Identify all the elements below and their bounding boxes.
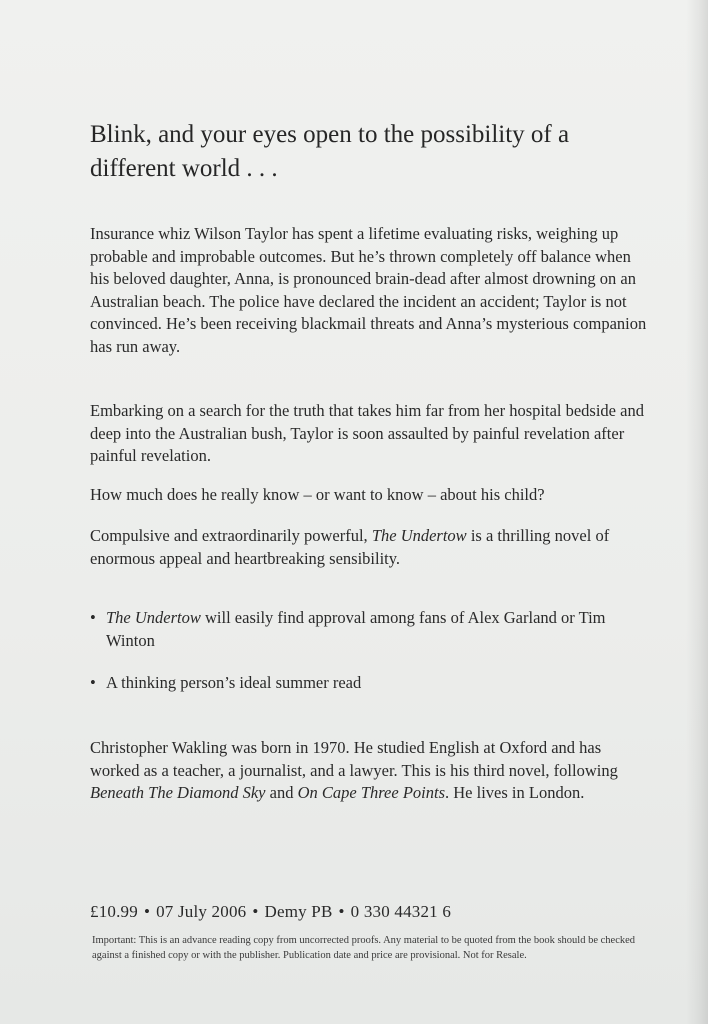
price: £10.99 <box>90 902 138 921</box>
publication-details <box>90 900 650 924</box>
isbn: 0 330 44321 6 <box>350 902 452 921</box>
bio-book-2: On Cape Three Points <box>297 783 445 802</box>
bullet-icon: • <box>90 673 96 692</box>
author-bio <box>90 737 650 805</box>
selling-point-text: A thinking person’s ideal summer read <box>106 673 362 692</box>
publication-date: 07 July 2006 <box>156 902 247 921</box>
praise-book-title: The Undertow <box>371 526 467 545</box>
bio-text: Christopher Wakling was born in 1970. He studied English at Oxford and has worked as a teacher, a journalist, and a lawyer. This is his third novel, following <box>90 738 618 780</box>
synopsis-paragraph-2: Embarking on a search for the truth that takes him far from her hospital bedside and deep into the Australian bush, Taylor is soon assaulted by painful revelation after painful revelation. <box>90 401 644 465</box>
praise-prefix: Compulsive and extraordinarily powerful, <box>90 526 372 545</box>
separator: • <box>338 902 345 921</box>
separator: • <box>143 902 151 921</box>
synopsis-praise <box>90 525 650 570</box>
separator: • <box>252 902 259 921</box>
synopsis-paragraph-1: Insurance whiz Wilson Taylor has spent a lifetime evaluating risks, weighing up probable and improbable outcomes. But he’s thrown completely off balance when his beloved daughter, Anna, is pronounced brain-dead after almost drowning on an Australian beach. The police have declared the incident an accident; Taylor is not convinced. He’s been receiving blackmail threats and Anna’s mysterious companion has run away. <box>90 224 647 356</box>
page-edge-shadow <box>686 0 708 1024</box>
bio-text-end: . He lives in London. <box>445 783 585 802</box>
praise-suffix: is a thrilling novel of enormous appeal and heartbreaking sensibility. <box>90 526 610 568</box>
proof-disclaimer: Important: This is an advance reading copy from uncorrected proofs. Any material to be quoted from the book should be checked against a finished copy or with the publisher. Publication date and price are provisional. Not for Resale. <box>92 935 636 961</box>
selling-point-text: will easily find approval among fans of Alex Garland or Tim Winton <box>106 608 606 650</box>
selling-points-list <box>90 607 650 695</box>
selling-point-1 <box>90 607 650 652</box>
book-format: Demy PB <box>264 902 333 921</box>
selling-point-2 <box>90 672 650 695</box>
bio-and: and <box>265 783 298 802</box>
bullet-icon: • <box>90 608 96 627</box>
bio-book-1: Beneath The Diamond Sky <box>90 783 266 802</box>
synopsis-question: How much does he really know – or want to know – about his child? <box>90 485 545 504</box>
headline: Blink, and your eyes open to the possibility of a different world . . . <box>90 121 570 182</box>
selling-point-book-title: The Undertow <box>106 608 201 627</box>
